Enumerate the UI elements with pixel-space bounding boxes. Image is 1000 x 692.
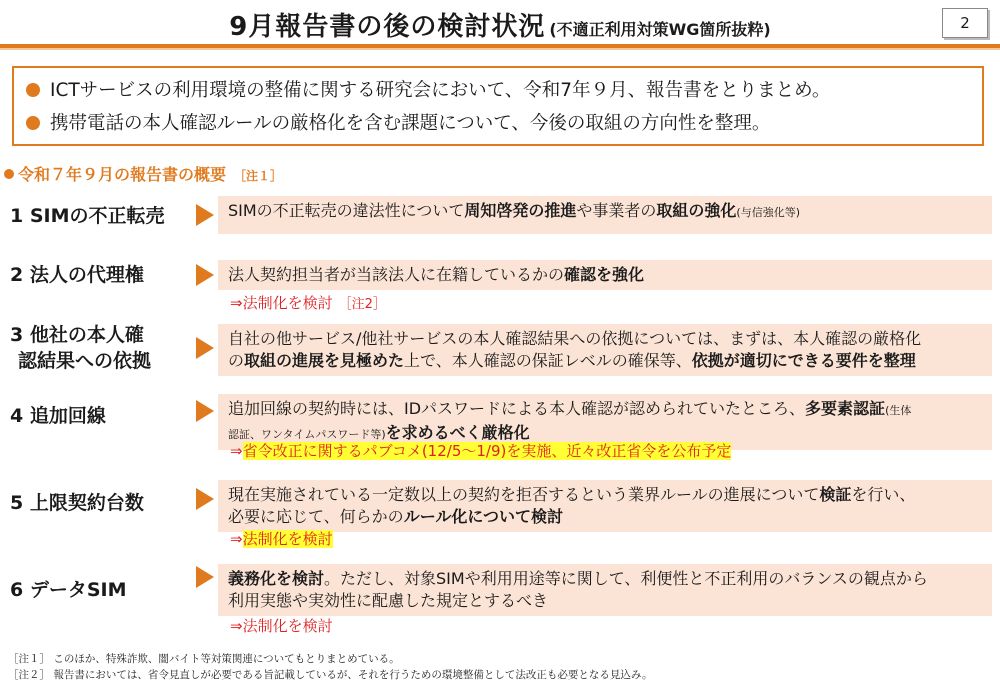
text-segment: の	[228, 351, 245, 370]
page-title	[0, 6, 1000, 43]
text-segment: (与信強化等)	[736, 206, 801, 219]
bold-phrase: 取組の進展を見極めた	[244, 351, 405, 370]
bullet-dot-icon	[4, 169, 14, 179]
item-label	[10, 203, 165, 229]
text-segment: 自社の他サービス/他社サービスの本人確認結果への依拠については、まずは、本人確認の厳格化	[228, 329, 922, 348]
item-label	[10, 490, 144, 516]
text-segment: 上で、本人確認の保証レベルの確保等、	[404, 351, 692, 370]
bold-phrase: ルール化について検討	[403, 507, 564, 526]
bold-phrase: 周知啓発の推進	[464, 201, 577, 220]
item-label-line: 5 上限契約台数	[10, 492, 144, 514]
bold-phrase: 義務化を検討	[228, 569, 325, 588]
text-segment: 。ただし、対象SIMや利用用途等に関して、利便性と不正利用のバランスの観点から	[324, 569, 928, 588]
item-label	[10, 262, 144, 288]
item-action-note	[230, 293, 386, 315]
arrow-right-icon	[196, 566, 214, 588]
bullet-dot-icon	[26, 116, 40, 130]
item-description-line	[228, 328, 982, 350]
section-heading	[4, 162, 282, 185]
footnotes	[8, 651, 652, 683]
text-segment: 利用実態や実効性に配慮した規定とするべき	[228, 591, 549, 610]
text-segment: 現在実施されている一定数以上の契約を拒否するという業界ルールの進展について	[228, 485, 820, 504]
header	[0, 0, 1000, 50]
item-description-line	[228, 506, 982, 528]
item-action-note	[230, 616, 333, 636]
arrow-right-icon	[196, 400, 214, 422]
bullet-dot-icon	[26, 83, 40, 97]
bold-phrase: 依拠が適切にできる要件を整理	[691, 351, 916, 370]
action-text: ⇒法制化を検討	[230, 294, 333, 312]
footnote-1: ［注１］ このほか、特殊詐欺、闇バイト等対策関連についてもとりまとめている。	[8, 653, 400, 665]
item-description-line	[228, 398, 982, 422]
item-description-line	[228, 568, 982, 590]
action-text: ⇒	[230, 530, 243, 548]
summary-line	[26, 74, 982, 107]
item-label-line: 4 追加回線	[10, 405, 106, 427]
bold-phrase: 検証	[819, 485, 852, 504]
item-label-line: 6 データSIM	[10, 579, 127, 601]
text-segment: 追加回線の契約時には、IDパスワードによる本人確認が認められていたところ、	[228, 399, 806, 418]
title-main: 9月報告書の後の検討状況	[229, 12, 546, 42]
item-action-note	[230, 529, 333, 549]
text-segment: SIMの不正転売の違法性について	[228, 201, 465, 220]
arrow-right-icon	[196, 204, 214, 226]
summary-text: ICTサービスの利用環境の整備に関する研究会において、令和7年９月、報告書をとりまとめ。	[50, 80, 831, 101]
bold-phrase: 取組の強化	[656, 201, 737, 220]
arrow-right-icon	[196, 264, 214, 286]
item-description-box	[218, 196, 992, 234]
section-note-tag: ［注１］	[234, 169, 283, 183]
item-label	[10, 403, 106, 429]
text-segment: (生体	[885, 404, 912, 417]
item-description-line	[228, 264, 982, 286]
arrow-right-icon	[196, 337, 214, 359]
item-description-line	[228, 484, 982, 506]
item-description-line	[228, 350, 982, 372]
action-text: ⇒法制化を検討	[230, 617, 333, 635]
arrow-right-icon	[196, 488, 214, 510]
action-text: 省令改正に関するパブコメ(12/5～1/9)を実施、近々改正省令を公布予定	[242, 442, 732, 460]
summary-text: 携帯電話の本人確認ルールの厳格化を含む課題について、今後の取組の方向性を整理。	[50, 113, 771, 134]
title-subtitle: (不適正利用対策WG箇所抜粋)	[549, 20, 771, 39]
item-label-line: 2 法人の代理権	[10, 264, 144, 286]
text-segment: 必要に応じて、何らかの	[228, 507, 404, 526]
item-description-line	[228, 200, 982, 224]
text-segment: を行い、	[851, 485, 916, 504]
action-text: ⇒	[230, 442, 243, 460]
item-action-note	[230, 441, 731, 461]
bold-phrase: 多要素認証	[805, 399, 886, 418]
item-label-line: 1 SIMの不正転売	[10, 205, 165, 227]
item-label	[10, 322, 151, 374]
action-text: 法制化を検討	[242, 530, 333, 548]
item-label-line: 認結果への依拠	[18, 350, 152, 372]
text-segment: 認証、ワンタイムパスワード等)	[228, 428, 386, 441]
item-label-line: 3 他社の本人確	[10, 324, 144, 346]
item-label	[10, 577, 127, 603]
summary-line	[26, 107, 982, 140]
note-tag: ［注2］	[338, 297, 386, 312]
header-divider-shadow	[0, 48, 1000, 50]
item-description-box	[218, 260, 992, 290]
item-description-line	[228, 590, 982, 612]
item-description-box	[218, 480, 992, 532]
text-segment: や事業者の	[576, 201, 657, 220]
bold-phrase: 確認を強化	[564, 265, 645, 284]
text-segment: 法人契約担当者が当該法人に在籍しているかの	[228, 265, 565, 284]
item-description-box	[218, 324, 992, 376]
item-description-box	[218, 564, 992, 616]
footnote-2: ［注２］ 報告書においては、省令見直しが必要である旨記載しているが、それを行うための環境整備として法改正も必要となる見込み。	[8, 669, 653, 681]
summary-box	[12, 66, 984, 146]
bold-phrase: を求めるべく厳格化	[385, 423, 530, 442]
section-heading-text: 令和７年９月の報告書の概要	[18, 165, 227, 184]
page-number: 2	[942, 8, 988, 38]
